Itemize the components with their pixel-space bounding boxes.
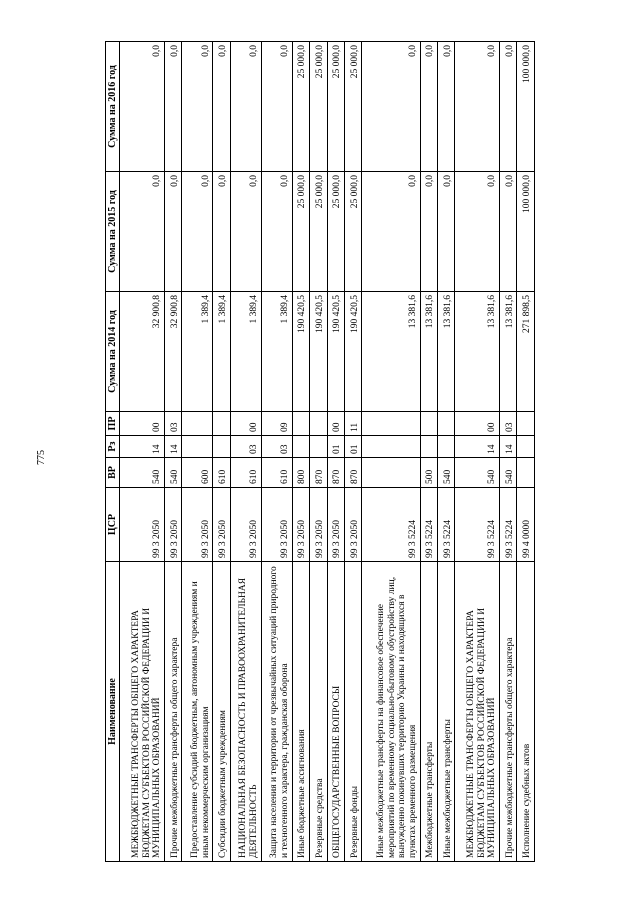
cell-sum-2016: 25 000,0 bbox=[327, 42, 344, 172]
cell-pr bbox=[213, 412, 230, 436]
cell-sum-2014: 1 389,4 bbox=[261, 292, 292, 412]
header-sum-2016: Сумма на 2016 год bbox=[106, 42, 120, 172]
cell-vr: 610 bbox=[261, 458, 292, 488]
cell-sum-2014: 13 381,6 bbox=[362, 292, 420, 412]
cell-pr: 00 bbox=[455, 412, 500, 436]
cell-rz: 01 bbox=[327, 436, 344, 458]
header-rz: Рз bbox=[106, 436, 120, 458]
cell-name: Предоставление субсидий бюджетным, автономным учреждениям и иным некоммерческим организациям bbox=[182, 562, 213, 862]
cell-sum-2014: 13 381,6 bbox=[500, 292, 517, 412]
cell-name: Прочие межбюджетные трансферты общего характера bbox=[164, 562, 181, 862]
cell-rz: 03 bbox=[261, 436, 292, 458]
cell-sum-2015: 0,0 bbox=[120, 172, 165, 292]
cell-rz bbox=[292, 436, 309, 458]
cell-rz bbox=[310, 436, 327, 458]
page-number: 775 bbox=[36, 450, 47, 465]
cell-csr: 99 3 5224 bbox=[362, 488, 420, 562]
cell-sum-2014: 32 900,8 bbox=[164, 292, 181, 412]
header-pr: ПР bbox=[106, 412, 120, 436]
cell-name: Резервные средства bbox=[310, 562, 327, 862]
cell-sum-2016: 25 000,0 bbox=[344, 42, 361, 172]
cell-csr: 99 3 2050 bbox=[310, 488, 327, 562]
cell-name: Защита населения и территории от чрезвычайных ситуаций природного и техногенного характера, гражданская оборона bbox=[261, 562, 292, 862]
table-row bbox=[230, 42, 261, 862]
cell-sum-2014: 13 381,6 bbox=[455, 292, 500, 412]
cell-csr: 99 3 2050 bbox=[164, 488, 181, 562]
cell-name: Иные межбюджетные трансферты bbox=[438, 562, 455, 862]
cell-csr: 99 4 0000 bbox=[517, 488, 535, 562]
table-row bbox=[261, 42, 292, 862]
header-vr: ВР bbox=[106, 458, 120, 488]
cell-sum-2015: 0,0 bbox=[500, 172, 517, 292]
cell-csr: 99 3 5224 bbox=[500, 488, 517, 562]
cell-rz bbox=[213, 436, 230, 458]
cell-pr: 00 bbox=[120, 412, 165, 436]
cell-sum-2016: 0,0 bbox=[420, 42, 437, 172]
cell-sum-2016: 0,0 bbox=[500, 42, 517, 172]
cell-sum-2016: 0,0 bbox=[230, 42, 261, 172]
cell-sum-2015: 0,0 bbox=[420, 172, 437, 292]
cell-sum-2014: 190 420,5 bbox=[310, 292, 327, 412]
rotated-table-container bbox=[105, 42, 535, 862]
cell-pr: 11 bbox=[344, 412, 361, 436]
cell-name: Межбюджетные трансферты bbox=[420, 562, 437, 862]
cell-csr: 99 3 5224 bbox=[455, 488, 500, 562]
cell-rz: 14 bbox=[120, 436, 165, 458]
cell-sum-2014: 13 381,6 bbox=[438, 292, 455, 412]
cell-sum-2014: 13 381,6 bbox=[420, 292, 437, 412]
cell-rz bbox=[420, 436, 437, 458]
cell-sum-2016: 0,0 bbox=[213, 42, 230, 172]
cell-rz bbox=[517, 436, 535, 458]
cell-name: Субсидии бюджетным учреждениям bbox=[213, 562, 230, 862]
cell-name: МЕЖБЮДЖЕТНЫЕ ТРАНСФЕРТЫ ОБЩЕГО ХАРАКТЕРА БЮДЖЕТАМ СУБЪЕКТОВ РОССИЙСКОЙ ФЕДЕРАЦИИ И МУНИЦИПАЛЬНЫХ ОБРАЗОВАНИЙ bbox=[455, 562, 500, 862]
header-csr: ЦСР bbox=[106, 488, 120, 562]
header-sum-2014: Сумма на 2014 год bbox=[106, 292, 120, 412]
cell-pr: 00 bbox=[230, 412, 261, 436]
cell-pr bbox=[438, 412, 455, 436]
cell-vr: 870 bbox=[310, 458, 327, 488]
cell-csr: 99 3 2050 bbox=[182, 488, 213, 562]
cell-pr: 09 bbox=[261, 412, 292, 436]
cell-name: Исполнение судебных актов bbox=[517, 562, 535, 862]
table-row bbox=[120, 42, 165, 862]
cell-pr: 03 bbox=[500, 412, 517, 436]
table-row bbox=[292, 42, 309, 862]
cell-rz bbox=[182, 436, 213, 458]
cell-rz: 03 bbox=[230, 436, 261, 458]
cell-vr: 600 bbox=[182, 458, 213, 488]
cell-pr: 00 bbox=[327, 412, 344, 436]
cell-sum-2015: 0,0 bbox=[182, 172, 213, 292]
cell-rz: 14 bbox=[455, 436, 500, 458]
header-sum-2015: Сумма на 2015 год bbox=[106, 172, 120, 292]
table-row bbox=[438, 42, 455, 862]
cell-sum-2016: 25 000,0 bbox=[292, 42, 309, 172]
cell-name: Иные межбюджетные трансферты на финансовое обеспечение мероприятий по временному социально-бытовому обустройству лиц, вынужденно покинувших территорию Украины и находящихся в пунктах временного размещения bbox=[362, 562, 420, 862]
cell-pr bbox=[182, 412, 213, 436]
cell-name: Иные бюджетные ассигнования bbox=[292, 562, 309, 862]
cell-sum-2014: 1 389,4 bbox=[230, 292, 261, 412]
cell-pr bbox=[292, 412, 309, 436]
cell-sum-2015: 100 000,0 bbox=[517, 172, 535, 292]
cell-sum-2015: 0,0 bbox=[261, 172, 292, 292]
cell-name: НАЦИОНАЛЬНАЯ БЕЗОПАСНОСТЬ И ПРАВООХРАНИТЕЛЬНАЯ ДЕЯТЕЛЬНОСТЬ bbox=[230, 562, 261, 862]
cell-sum-2016: 100 000,0 bbox=[517, 42, 535, 172]
cell-sum-2014: 190 420,5 bbox=[292, 292, 309, 412]
cell-sum-2015: 0,0 bbox=[164, 172, 181, 292]
cell-sum-2015: 25 000,0 bbox=[310, 172, 327, 292]
cell-sum-2016: 0,0 bbox=[120, 42, 165, 172]
cell-csr: 99 3 2050 bbox=[230, 488, 261, 562]
cell-csr: 99 3 2050 bbox=[292, 488, 309, 562]
cell-csr: 99 3 2050 bbox=[261, 488, 292, 562]
cell-vr: 800 bbox=[292, 458, 309, 488]
cell-sum-2015: 0,0 bbox=[230, 172, 261, 292]
cell-rz: 14 bbox=[500, 436, 517, 458]
cell-vr: 540 bbox=[455, 458, 500, 488]
cell-name: Прочие межбюджетные трансферты общего характера bbox=[500, 562, 517, 862]
cell-pr: 03 bbox=[164, 412, 181, 436]
cell-sum-2016: 0,0 bbox=[261, 42, 292, 172]
cell-vr: 610 bbox=[230, 458, 261, 488]
cell-rz bbox=[438, 436, 455, 458]
cell-sum-2014: 190 420,5 bbox=[344, 292, 361, 412]
table-row bbox=[500, 42, 517, 862]
cell-name: МЕЖБЮДЖЕТНЫЕ ТРАНСФЕРТЫ ОБЩЕГО ХАРАКТЕРА БЮДЖЕТАМ СУБЪЕКТОВ РОССИЙСКОЙ ФЕДЕРАЦИИ И МУНИЦИПАЛЬНЫХ ОБРАЗОВАНИЙ bbox=[120, 562, 165, 862]
cell-pr bbox=[310, 412, 327, 436]
table-row bbox=[310, 42, 327, 862]
cell-csr: 99 3 2050 bbox=[213, 488, 230, 562]
cell-csr: 99 3 2050 bbox=[327, 488, 344, 562]
cell-vr: 540 bbox=[164, 458, 181, 488]
table-row bbox=[362, 42, 420, 862]
cell-sum-2016: 0,0 bbox=[182, 42, 213, 172]
cell-sum-2015: 0,0 bbox=[362, 172, 420, 292]
cell-vr: 610 bbox=[213, 458, 230, 488]
cell-rz: 01 bbox=[344, 436, 361, 458]
cell-name: Резервные фонды bbox=[344, 562, 361, 862]
cell-vr: 870 bbox=[344, 458, 361, 488]
cell-sum-2015: 0,0 bbox=[213, 172, 230, 292]
cell-vr: 540 bbox=[500, 458, 517, 488]
cell-csr: 99 3 5224 bbox=[438, 488, 455, 562]
cell-vr: 540 bbox=[438, 458, 455, 488]
table-body bbox=[120, 42, 535, 862]
cell-sum-2014: 32 900,8 bbox=[120, 292, 165, 412]
budget-table bbox=[105, 41, 535, 862]
header-name: Наименование bbox=[106, 562, 120, 862]
cell-rz: 14 bbox=[164, 436, 181, 458]
cell-pr bbox=[517, 412, 535, 436]
table-row bbox=[164, 42, 181, 862]
cell-sum-2016: 0,0 bbox=[164, 42, 181, 172]
cell-name: ОБЩЕГОСУДАРСТВЕННЫЕ ВОПРОСЫ bbox=[327, 562, 344, 862]
cell-sum-2016: 0,0 bbox=[362, 42, 420, 172]
cell-sum-2016: 0,0 bbox=[438, 42, 455, 172]
cell-sum-2016: 25 000,0 bbox=[310, 42, 327, 172]
table-row bbox=[344, 42, 361, 862]
table-row bbox=[213, 42, 230, 862]
table-row bbox=[420, 42, 437, 862]
cell-pr bbox=[420, 412, 437, 436]
cell-sum-2015: 25 000,0 bbox=[327, 172, 344, 292]
cell-csr: 99 3 5224 bbox=[420, 488, 437, 562]
table-row bbox=[455, 42, 500, 862]
table-row bbox=[517, 42, 535, 862]
cell-sum-2015: 25 000,0 bbox=[344, 172, 361, 292]
cell-sum-2015: 0,0 bbox=[438, 172, 455, 292]
table-row bbox=[327, 42, 344, 862]
cell-vr bbox=[362, 458, 420, 488]
cell-csr: 99 3 2050 bbox=[344, 488, 361, 562]
cell-rz bbox=[362, 436, 420, 458]
cell-sum-2015: 0,0 bbox=[455, 172, 500, 292]
cell-vr: 500 bbox=[420, 458, 437, 488]
header-row bbox=[106, 42, 120, 862]
table-row bbox=[182, 42, 213, 862]
cell-csr: 99 3 2050 bbox=[120, 488, 165, 562]
cell-vr: 540 bbox=[120, 458, 165, 488]
cell-vr bbox=[517, 458, 535, 488]
cell-sum-2014: 1 389,4 bbox=[182, 292, 213, 412]
cell-sum-2014: 1 389,4 bbox=[213, 292, 230, 412]
cell-sum-2015: 25 000,0 bbox=[292, 172, 309, 292]
cell-sum-2016: 0,0 bbox=[455, 42, 500, 172]
cell-sum-2014: 271 898,5 bbox=[517, 292, 535, 412]
cell-pr bbox=[362, 412, 420, 436]
cell-vr: 870 bbox=[327, 458, 344, 488]
cell-sum-2014: 190 420,5 bbox=[327, 292, 344, 412]
